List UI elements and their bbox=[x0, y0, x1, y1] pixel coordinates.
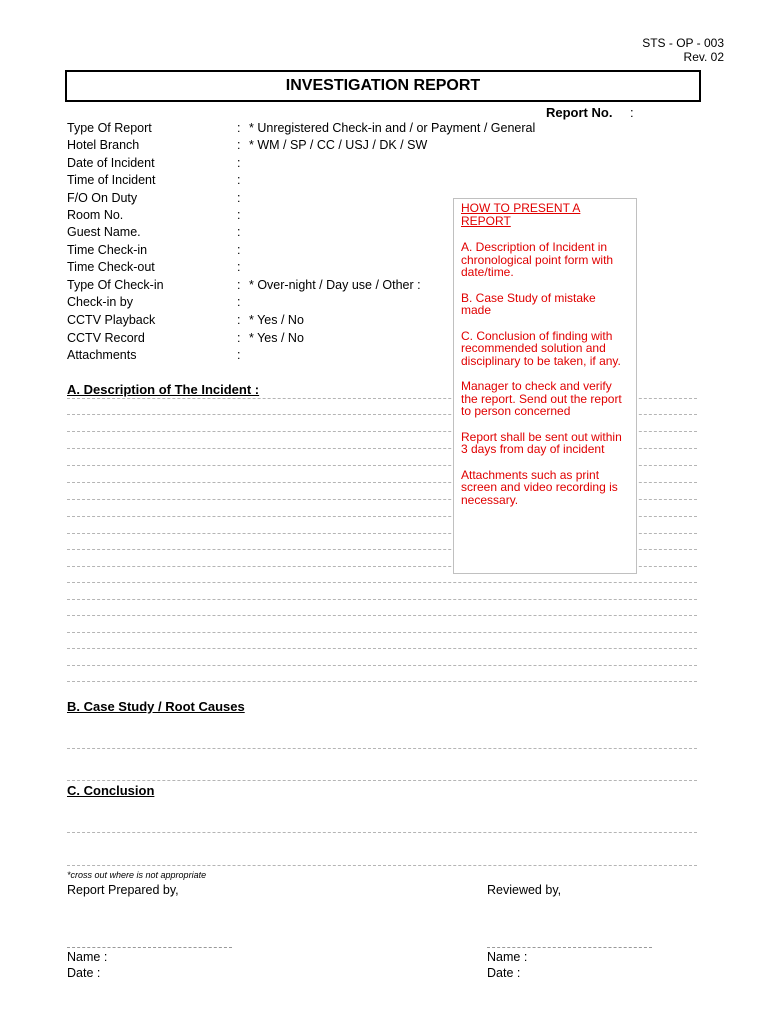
writing-line bbox=[67, 665, 697, 666]
field-label: Check-in by bbox=[67, 295, 133, 309]
writing-line bbox=[67, 648, 697, 649]
prepared-name-label: Name : bbox=[67, 950, 108, 964]
field-colon: : bbox=[237, 156, 241, 170]
prepared-by-label: Report Prepared by, bbox=[67, 883, 179, 897]
field-label: CCTV Record bbox=[67, 331, 145, 345]
how-to-item: Report shall be sent out within 3 days from day of incident bbox=[461, 429, 622, 456]
field-label: F/O On Duty bbox=[67, 191, 138, 205]
field-colon: : bbox=[237, 191, 241, 205]
field-colon: : bbox=[237, 260, 241, 274]
report-number-label: Report No. bbox=[546, 105, 613, 120]
field-colon: : bbox=[237, 173, 241, 187]
section-a-heading: A. Description of The Incident : bbox=[67, 382, 260, 397]
field-label: Attachments bbox=[67, 348, 137, 362]
field-colon: : bbox=[237, 138, 241, 152]
field-label: CCTV Playback bbox=[67, 313, 156, 327]
writing-line bbox=[67, 632, 697, 633]
writing-line bbox=[67, 615, 697, 616]
field-label: Room No. bbox=[67, 208, 124, 222]
document-code bbox=[642, 36, 724, 64]
prepared-date-label: Date : bbox=[67, 966, 101, 980]
report-number-field[interactable]: : bbox=[630, 105, 634, 120]
field-value[interactable]: * Yes / No bbox=[249, 313, 304, 327]
field-colon: : bbox=[237, 278, 241, 292]
field-label: Type Of Check-in bbox=[67, 278, 164, 292]
writing-line bbox=[67, 832, 697, 833]
report-title: INVESTIGATION REPORT bbox=[65, 70, 701, 102]
section-b-heading: B. Case Study / Root Causes bbox=[67, 699, 245, 714]
field-label: Guest Name. bbox=[67, 225, 141, 239]
reviewed-date-label: Date : bbox=[487, 966, 521, 980]
field-label: Time Check-out bbox=[67, 260, 155, 274]
prepared-signature-line[interactable] bbox=[67, 947, 232, 948]
how-to-title: HOW TO PRESENT A REPORT bbox=[461, 201, 581, 228]
footnote: *cross out where is not appropriate bbox=[67, 870, 207, 880]
field-label: Time Check-in bbox=[67, 243, 148, 257]
field-colon: : bbox=[237, 331, 241, 345]
how-to-item: C. Conclusion of finding with recommended solution and disciplinary to be taken, if any. bbox=[461, 328, 621, 368]
field-colon: : bbox=[237, 208, 241, 222]
writing-line bbox=[67, 780, 697, 781]
field-label: Time of Incident bbox=[67, 173, 156, 187]
how-to-item: Manager to check and verify the report. Send out the report to person concerned bbox=[461, 379, 622, 418]
writing-line bbox=[67, 681, 697, 682]
field-value[interactable]: * WM / SP / CC / USJ / DK / SW bbox=[249, 138, 428, 152]
field-value[interactable]: * Unregistered Check-in and / or Payment / General bbox=[249, 121, 536, 135]
field-label: Type Of Report bbox=[67, 121, 152, 135]
how-to-item: B. Case Study of mistake made bbox=[461, 290, 596, 317]
how-to-item: Attachments such as print screen and video recording is necessary. bbox=[461, 467, 618, 507]
document-number: STS - OP - 003 bbox=[642, 36, 724, 50]
field-label: Hotel Branch bbox=[67, 138, 140, 152]
field-colon: : bbox=[237, 225, 241, 239]
field-colon: : bbox=[237, 121, 241, 135]
reviewed-signature-line[interactable] bbox=[487, 947, 652, 948]
document-revision: Rev. 02 bbox=[683, 50, 724, 64]
how-to-item: A. Description of Incident in chronological point form with date/time. bbox=[461, 240, 614, 279]
field-colon: : bbox=[237, 243, 241, 257]
writing-line bbox=[67, 582, 697, 583]
field-value[interactable]: * Yes / No bbox=[249, 331, 304, 345]
writing-line bbox=[67, 599, 697, 600]
writing-line bbox=[67, 748, 697, 749]
section-c-heading: C. Conclusion bbox=[67, 783, 155, 798]
writing-line bbox=[67, 865, 697, 866]
field-value[interactable]: * Over-night / Day use / Other : bbox=[249, 278, 421, 292]
field-colon: : bbox=[237, 313, 241, 327]
field-colon: : bbox=[237, 295, 241, 309]
reviewed-name-label: Name : bbox=[487, 950, 528, 964]
field-colon: : bbox=[237, 348, 241, 362]
how-to-present-note bbox=[453, 198, 637, 574]
reviewed-by-label: Reviewed by, bbox=[487, 883, 562, 897]
field-label: Date of Incident bbox=[67, 156, 155, 170]
